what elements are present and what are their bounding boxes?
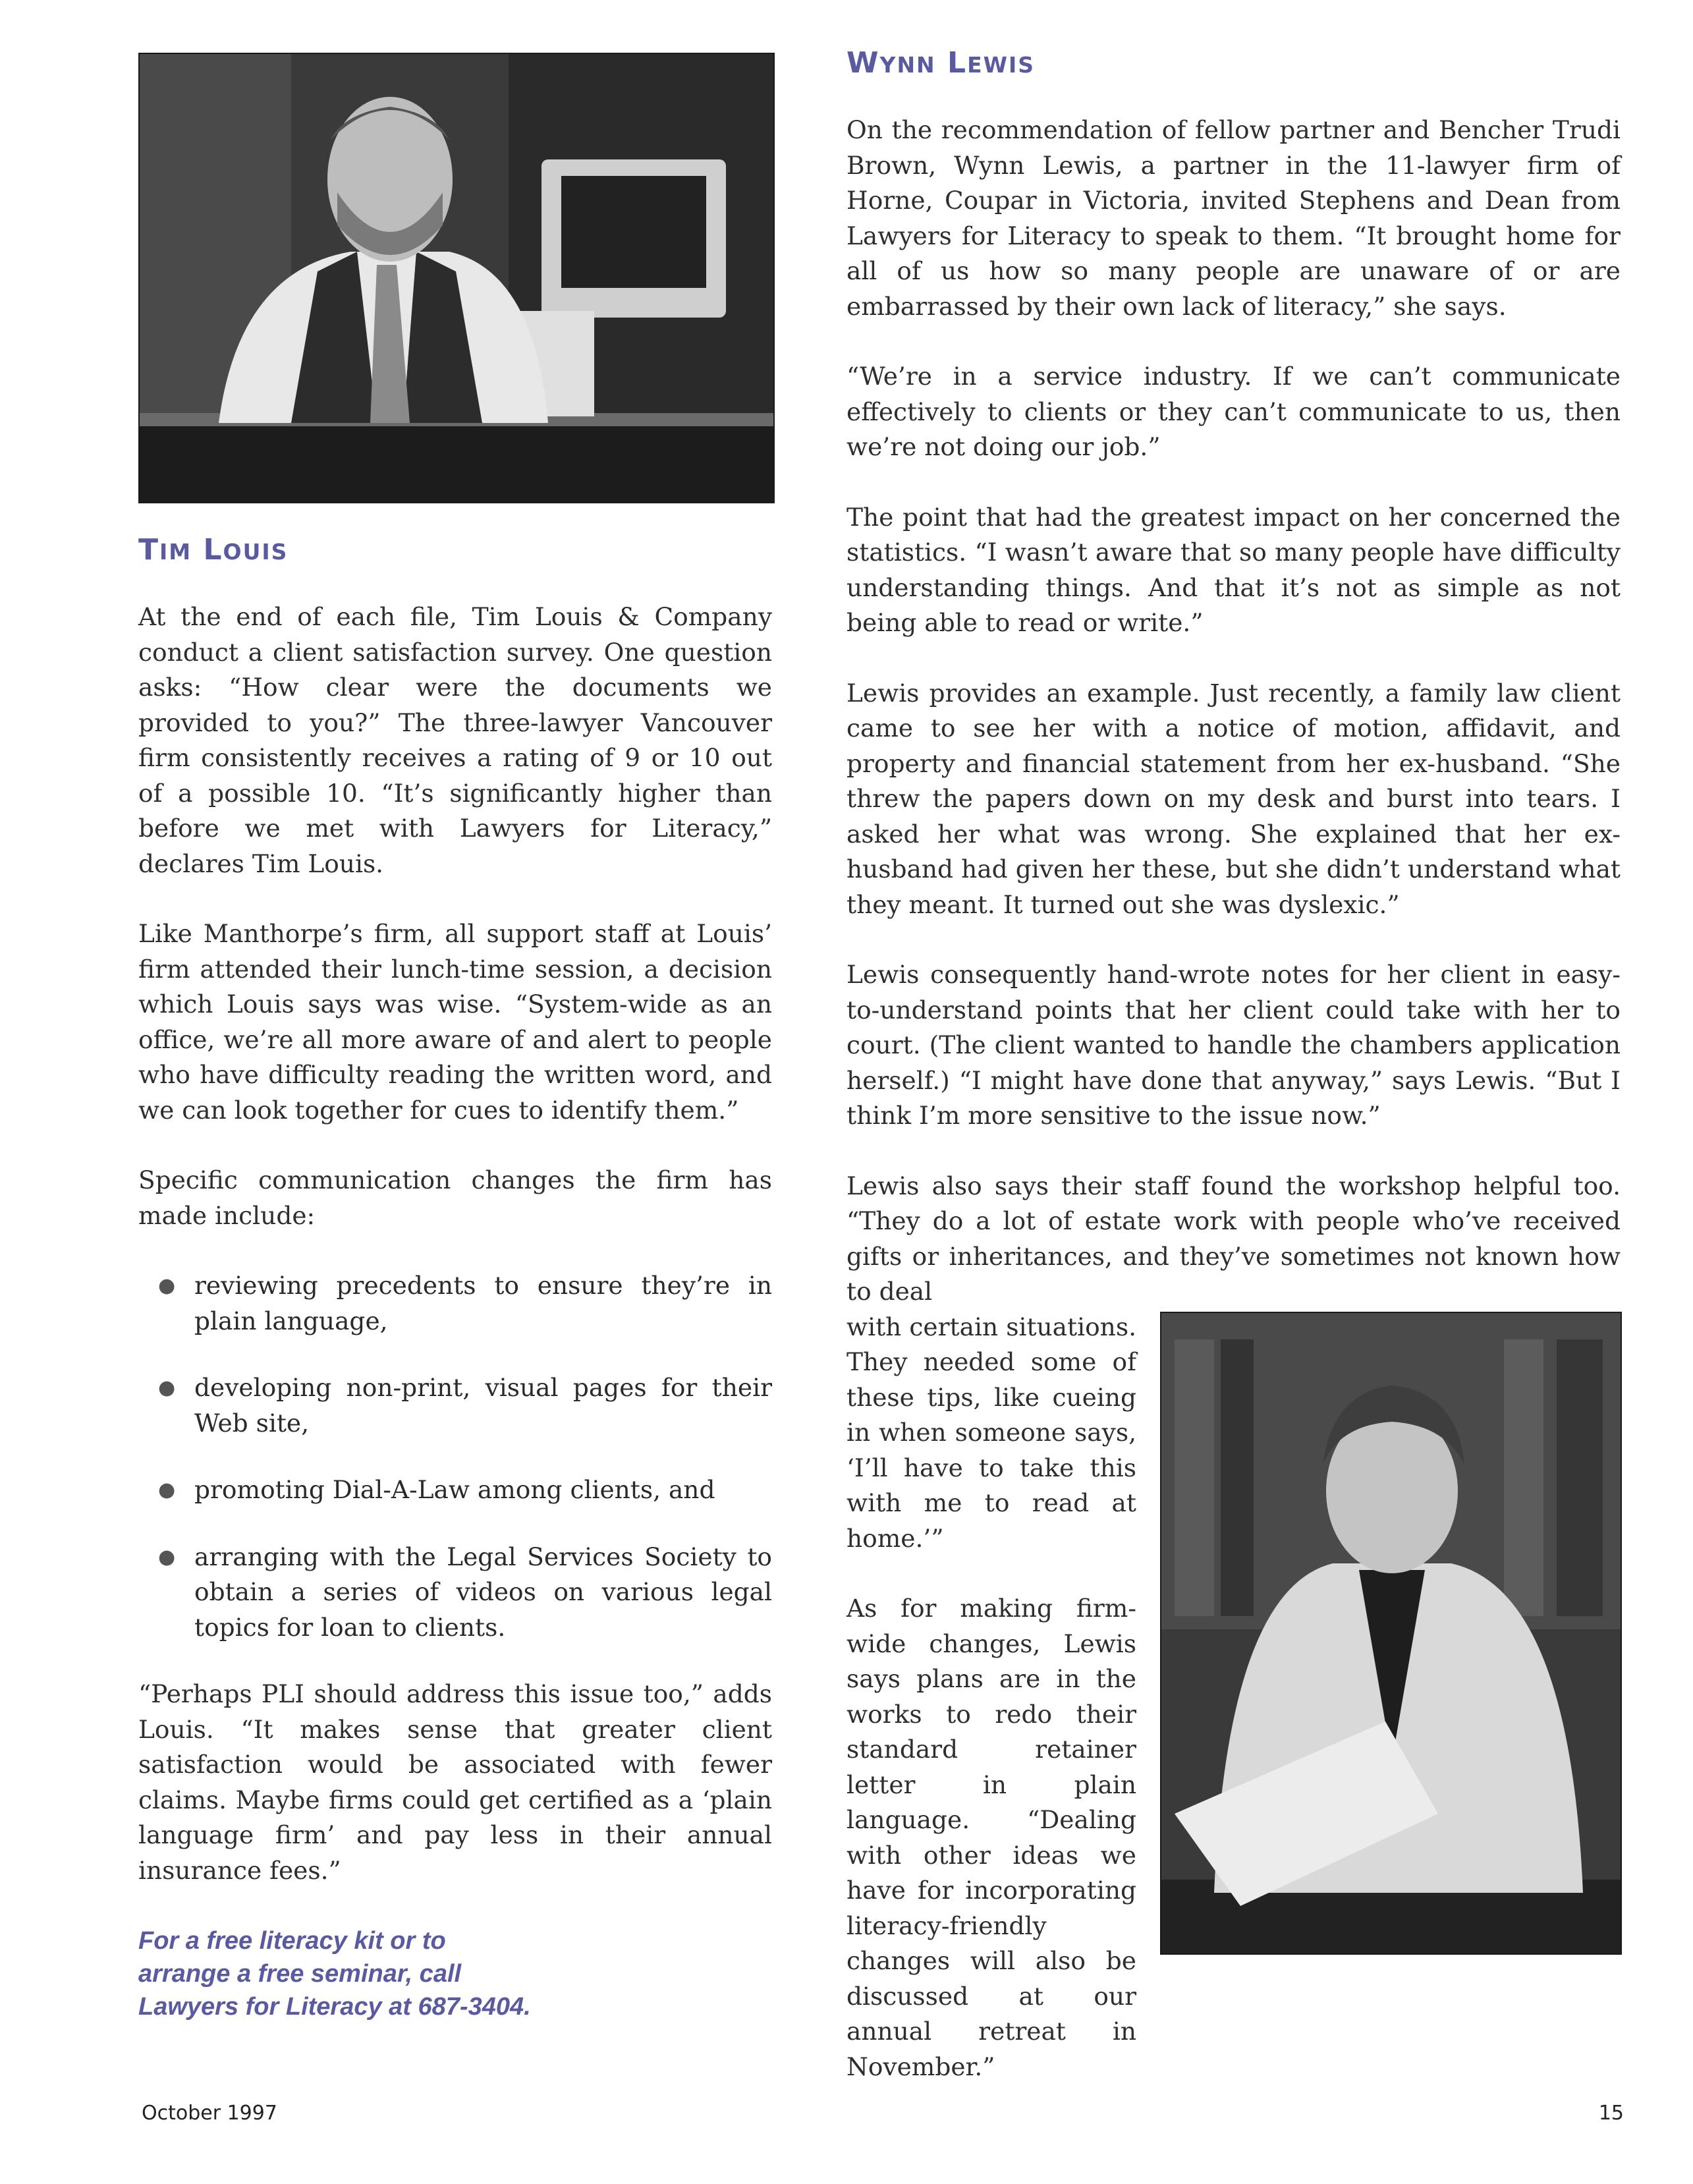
paragraph: Lewis also says their staff found the workshop helpful too. “They do a lot of estate work with people who’ve received gifts or inheritances, and they’ve sometimes not known how to deal bbox=[846, 1171, 1621, 1306]
cta-line: arrange a free seminar, call bbox=[138, 1960, 462, 1988]
paragraph: “We’re in a service industry. If we can’t communicate effectively to clients or they can’t communicate to us, then we’re not doing our job.” bbox=[846, 362, 1621, 461]
list-item: ● arranging with the Legal Services Society to obtain a series of videos on various legal topics for loan to clients. bbox=[138, 1540, 772, 1646]
paragraph: Like Manthorpe’s firm, all support staff at Louis’ firm attended their lunch-time session, a decision which Louis says was wise. “System-wide as an office, we’re all more aware of and alert to people who have difficulty reading the written word, and we can look together for cues to identify them.” bbox=[138, 919, 772, 1125]
tim-louis-heading: TIM LOUIS bbox=[138, 533, 289, 567]
list-item: ● promoting Dial-A-Law among clients, and bbox=[138, 1472, 772, 1508]
right-column bbox=[846, 46, 1621, 2119]
wynn-lewis-photo bbox=[1160, 1312, 1622, 1955]
portrait-photo-icon bbox=[140, 54, 773, 502]
paragraph: Lewis consequently hand-wrote notes for her client in easy-to-understand points that her client could take with her to court. (The client wanted to handle the chambers application herself.) “I might have done that anyway,” says Lewis. “But I think I’m more sensitive to the issue now.” bbox=[846, 960, 1621, 1130]
tim-louis-photo bbox=[138, 53, 775, 503]
portrait-photo-icon bbox=[1161, 1313, 1621, 1953]
paragraph: The point that had the greatest impact on her concerned the statistics. “I wasn’t aware that so many people have difficulty understanding things. And that it’s not as simple as not being able to read or write.” bbox=[846, 502, 1621, 637]
cta-line: Lawyers for Literacy at 687-3404. bbox=[138, 1993, 531, 2021]
bullet-icon: ● bbox=[158, 1376, 176, 1399]
list-item: ● reviewing precedents to ensure they’re in plain language, bbox=[138, 1268, 772, 1339]
list-item: ● developing non-print, visual pages for their Web site, bbox=[138, 1370, 772, 1441]
cta-line: For a free literacy kit or to bbox=[138, 1927, 446, 1955]
paragraph: Lewis provides an example. Just recently, a family law client came to see her with a notice of motion, affidavit, and property and financial statement from her ex-husband. “She threw the papers down on my desk and burst into tears. I asked her what was wrong. She explained that her ex-husband had given her these, but she didn’t understand what they meant. It turned out she was dyslexic.” bbox=[846, 678, 1621, 919]
wrap-paragraph: As for making firm-wide changes, Lewis says plans are in the works to redo their standard retainer letter in plain language. “Dealing with other ideas we have for incorporating literacy-friendly changes will also be discussed at our annual retreat in November.” bbox=[846, 1594, 1136, 2081]
closing-paragraph: “Perhaps PLI should address this issue too,” adds Louis. “It makes sense that greater client satisfaction would be associated with fewer claims. Maybe firms could get certified as a ‘plain language firm’ and pay less in their annual insurance fees.” bbox=[138, 1679, 772, 1885]
page-number: 15 bbox=[1598, 2102, 1624, 2125]
wynn-lewis-heading: WYNN LEWIS bbox=[846, 46, 1036, 80]
bullet-icon: ● bbox=[158, 1274, 176, 1297]
left-column bbox=[138, 53, 772, 2023]
paragraph: At the end of each file, Tim Louis & Company conduct a client satisfaction survey. One question asks: “How clear were the documents we provided to you?” The three-lawyer Vancouver firm consistently receives a rating of 9 or 10 out of a possible 10. “It’s significantly higher than before we met with Lawyers for Literacy,” declares Tim Louis. bbox=[138, 602, 772, 878]
footer-date: October 1997 bbox=[142, 2102, 277, 2125]
paragraph: On the recommendation of fellow partner and Bencher Trudi Brown, Wynn Lewis, a partner in the 11-lawyer firm of Horne, Coupar in Victoria, invited Stephens and Dean from Lawyers for Literacy to speak to them. “It brought home for all of us how so many people are unaware of or are embarrassed by their own lack of literacy,” she says. bbox=[846, 115, 1621, 321]
changes-list bbox=[138, 1268, 772, 1645]
bullet-icon: ● bbox=[158, 1478, 176, 1501]
wrap-paragraph: with certain situations. They needed some of these tips, like cueing in when someone says, ‘I’ll have to take this with me to read at home.’” bbox=[846, 1312, 1136, 1553]
paragraph: Specific communication changes the firm has made include: bbox=[138, 1165, 772, 1230]
call-to-action bbox=[138, 1924, 599, 2023]
bullet-icon: ● bbox=[158, 1545, 176, 1569]
